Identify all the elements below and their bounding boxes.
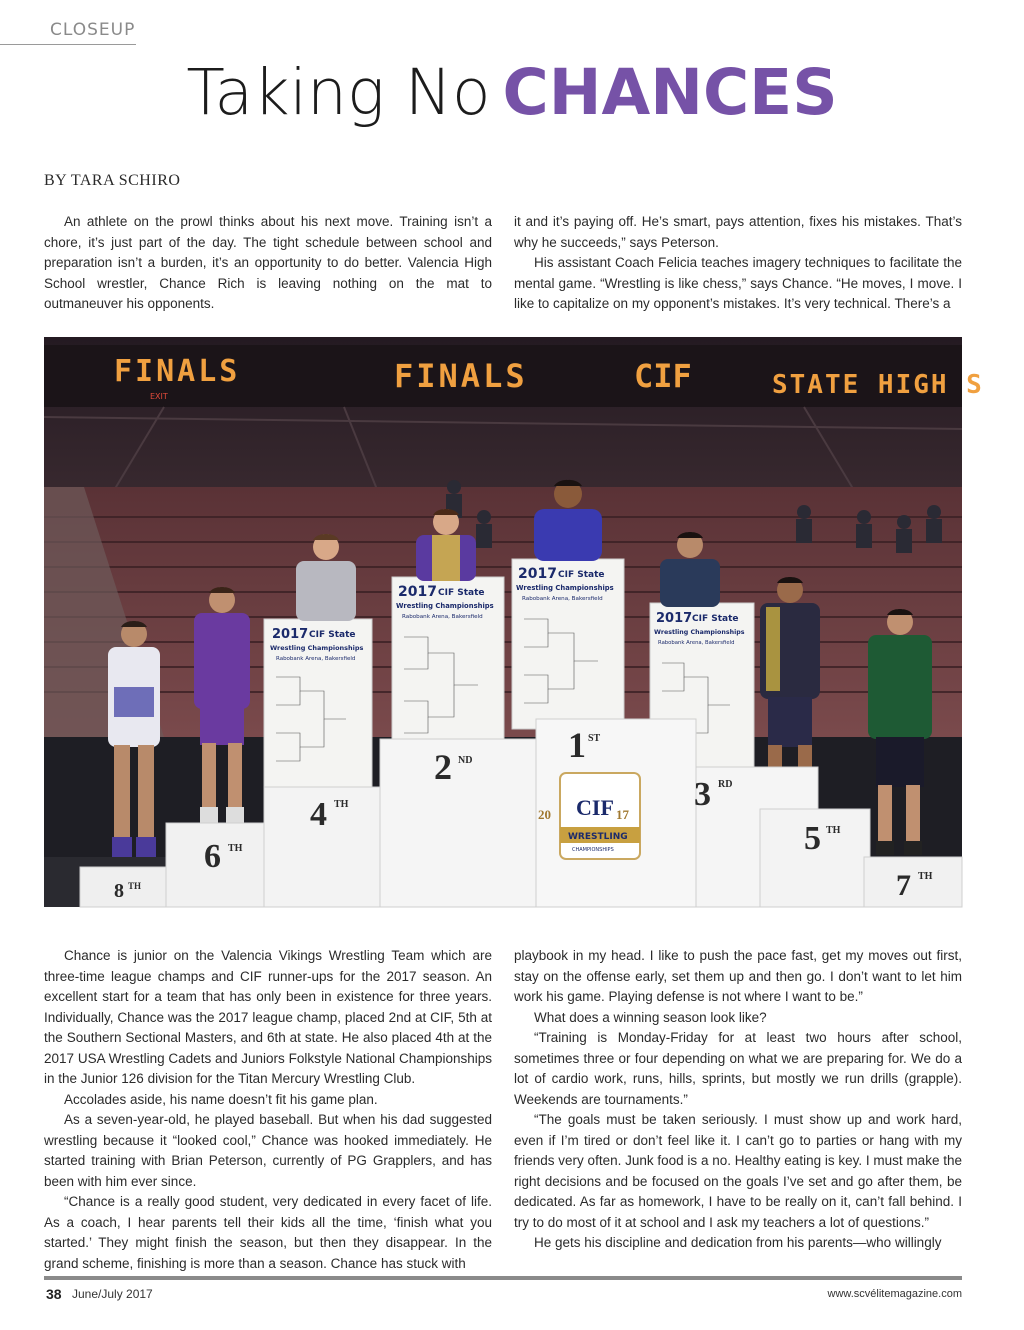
svg-text:6: 6 xyxy=(204,838,221,875)
paragraph: “Chance is a really good student, very dedicated in every facet of life. As a coach, I hear parents tell their kids all the time, ‘finish what you started.’ They might finish the season, but then they disappear. In the grand scheme, finishing is more than a season. Chance has stuck with xyxy=(44,1194,492,1271)
paragraph: playbook in my head. I like to push the pace fast, get my moves out first, stay on the offense early, set them up and then go. I don’t want to let him work his game. Playing defense is not where I want to be.” xyxy=(514,948,962,1004)
sign-finals-left: FINALS xyxy=(114,354,241,389)
svg-text:Wrestling Championships: Wrestling Championships xyxy=(270,644,364,652)
svg-text:Rabobank Arena, Bakersfield: Rabobank Arena, Bakersfield xyxy=(276,656,356,662)
paragraph: Chance is junior on the Valencia Vikings Wrestling Team which are three-time league champs and CIF runner-ups for the 2017 season. An excellent start for a team that has only been in existence for three years. Individually, Chance was the 2017 league champ, placed 2nd at CIF, 5th at the Southern Sectional Masters, and 6th at state. He also placed 4th at the 2017 USA Wrestling Cadets and Juniors Folkstyle National Championships in the Junior 126 division for the Titan Mercury Wrestling Club. xyxy=(44,948,492,1086)
magazine-url: www.scvélitemagazine.com xyxy=(827,1288,962,1300)
svg-text:CIF State: CIF State xyxy=(558,570,605,580)
svg-text:20: 20 xyxy=(538,807,551,822)
paragraph: He gets his discipline and dedication from his parents—who willingly xyxy=(534,1235,942,1250)
svg-text:CIF State: CIF State xyxy=(692,614,739,624)
podium-4th xyxy=(264,787,380,907)
paragraph: As a seven-year-old, he played baseball. But when his dad suggested wrestling because it “looked cool,” Chance was hooked immediately. He started training with Brian Peterson, currently of PG Grapplers, and has been with him ever since. xyxy=(44,1112,492,1189)
column-top-right xyxy=(514,212,962,315)
svg-text:17: 17 xyxy=(616,807,629,822)
svg-text:1: 1 xyxy=(568,725,586,765)
svg-text:RD: RD xyxy=(718,779,733,790)
svg-text:TH: TH xyxy=(918,871,933,882)
column-bottom-right xyxy=(514,946,962,1254)
podium-7th xyxy=(864,857,962,907)
paragraph: What does a winning season look like? xyxy=(534,1009,767,1025)
paragraph: An athlete on the prowl thinks about his next move. Training isn’t a chore, it’s just part of the day. The tight schedule between school and preparation isn’t a burden, it’s an opportunity to do better. Valencia High School wrestler, Chance Rich is leaving nothing on the mat to outmaneuver his opponents. xyxy=(44,214,492,311)
podium-6th xyxy=(166,823,270,907)
exit-sign: EXIT xyxy=(150,392,168,401)
svg-text:4: 4 xyxy=(310,796,327,833)
svg-text:Rabobank Arena, Bakersfield: Rabobank Arena, Bakersfield xyxy=(402,614,483,620)
issue-date: June/July 2017 xyxy=(72,1287,153,1301)
paragraph: His assistant Coach Felicia teaches imagery techniques to facilitate the mental game. “Wrestling is like chess,” says Chance. “He moves, I move. I like to capitalize on my opponent’s mistakes. It’s very technical. There’s a xyxy=(514,255,962,311)
svg-text:7: 7 xyxy=(896,869,911,902)
headline-lead: Taking No xyxy=(186,56,491,129)
section-label: CLOSEUP xyxy=(50,20,136,40)
paragraph: Accolades aside, his name doesn’t fit his game plan. xyxy=(64,1091,378,1107)
paragraph: it and it’s paying off. He’s smart, pays attention, fixes his mistakes. That’s why he succeeds,” says Peterson. xyxy=(514,214,962,250)
svg-text:TH: TH xyxy=(334,799,349,810)
sign-cif: CIF xyxy=(634,357,692,395)
podium-8th xyxy=(80,867,174,907)
svg-text:2017: 2017 xyxy=(656,611,693,626)
headline-accent: CHANCES xyxy=(502,56,838,129)
headline xyxy=(0,56,1024,130)
svg-text:2: 2 xyxy=(434,747,452,787)
svg-text:CHAMPIONSHIPS: CHAMPIONSHIPS xyxy=(572,847,614,853)
svg-text:CIF: CIF xyxy=(576,795,614,820)
svg-text:Rabobank Arena, Bakersfield: Rabobank Arena, Bakersfield xyxy=(658,640,735,646)
svg-text:ST: ST xyxy=(588,733,601,744)
paragraph: “The goals must be taken seriously. I must show up and work hard, even if I’m tired or don’t feel like it. I can’t go to parties or hang with my friends very often. Junk food is a no. Healthy eating is key. I must make the right decisions and be focused on the goals I’ve set and go after them, be dedicated. As far as homework, I have to be really on it, can’t fall behind. I try to do most of it at school and I ask my teachers a lot of questions.” xyxy=(514,1112,962,1230)
bracket-board-left xyxy=(264,619,372,799)
svg-text:Rabobank Arena, Bakersfield: Rabobank Arena, Bakersfield xyxy=(522,596,603,602)
svg-text:2017: 2017 xyxy=(272,627,309,642)
svg-text:WRESTLING: WRESTLING xyxy=(568,832,628,842)
paragraph: “Training is Monday-Friday for at least two hours after school, sometimes three or four depending on what we are preparing for. We do a lot of cardio work, runs, hills, sprints, but mostly we run drills (grapple). Weekends are tournaments.” xyxy=(514,1030,962,1107)
column-top-left xyxy=(44,212,492,315)
svg-text:2017: 2017 xyxy=(398,584,437,600)
byline: BY TARA SCHIRO xyxy=(44,172,181,189)
podium-photo xyxy=(44,337,984,907)
column-bottom-left xyxy=(44,946,492,1274)
svg-text:TH: TH xyxy=(826,825,841,836)
svg-text:CIF State: CIF State xyxy=(309,630,356,640)
svg-text:3: 3 xyxy=(694,776,711,813)
page-number: 38 xyxy=(46,1286,62,1302)
sign-state-high: STATE HIGH S xyxy=(772,370,984,400)
svg-text:ND: ND xyxy=(458,755,473,766)
bracket-board-first xyxy=(512,559,624,729)
podium-photo-illustration xyxy=(44,337,984,907)
svg-text:2017: 2017 xyxy=(518,566,557,582)
sign-finals-center: FINALS xyxy=(394,357,528,395)
podium-5th xyxy=(760,809,870,907)
podium-2nd xyxy=(380,739,536,907)
svg-text:Wrestling Championships: Wrestling Championships xyxy=(654,629,745,636)
svg-text:TH: TH xyxy=(228,843,243,854)
svg-text:8: 8 xyxy=(114,880,124,902)
svg-text:CIF State: CIF State xyxy=(438,588,485,598)
section-rule xyxy=(0,44,136,45)
svg-text:5: 5 xyxy=(804,820,821,857)
svg-text:Wrestling Championships: Wrestling Championships xyxy=(396,602,494,610)
svg-text:TH: TH xyxy=(128,881,142,891)
svg-text:Wrestling Championships: Wrestling Championships xyxy=(516,584,614,592)
footer-rule xyxy=(44,1276,962,1280)
